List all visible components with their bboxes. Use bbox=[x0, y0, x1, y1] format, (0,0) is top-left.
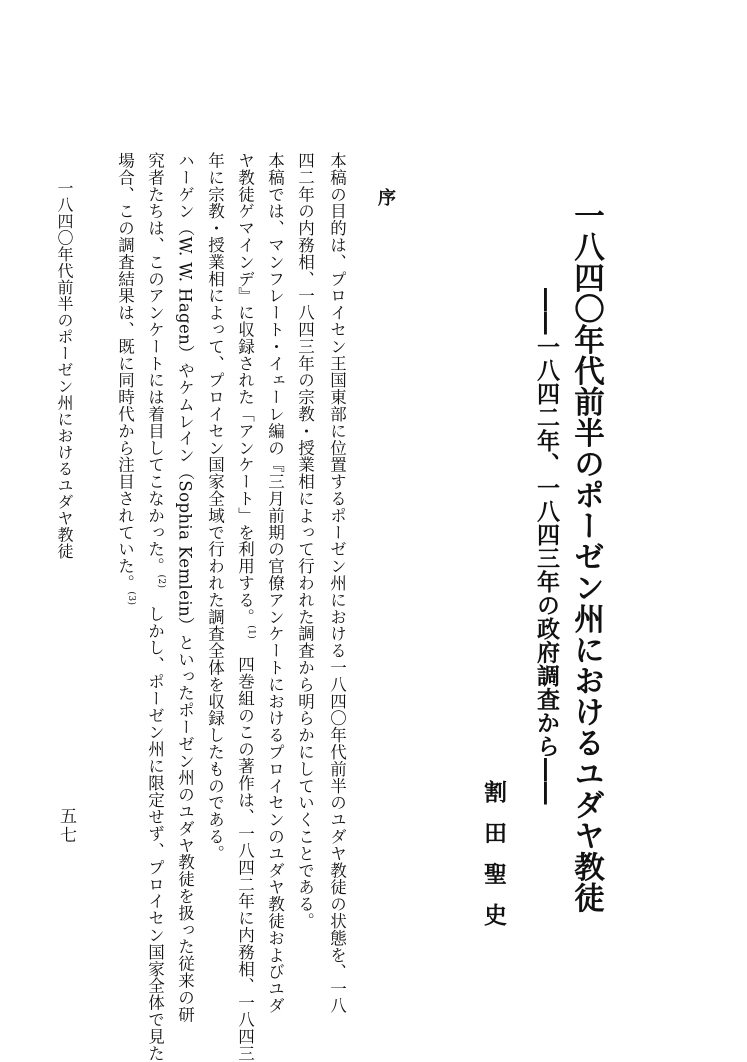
body-line-7 bbox=[145, 152, 166, 1062]
body-line-7-tail: しかし、ポーゼン州に限定せず、プロイセン国家全体で見た bbox=[145, 605, 165, 1062]
running-title: 一八四〇年代前半のポーゼン州におけるユダヤ教徒 bbox=[55, 180, 74, 560]
article-subtitle: ――一八四二年、一八四三年の政府調査から―― bbox=[533, 288, 559, 805]
body-line-5: 年に宗教・授業相によって、プロイセン国家全域で行われた調査全体を収録したものである。 bbox=[205, 152, 225, 862]
body-line-4 bbox=[235, 152, 256, 1062]
body-line-4-tail: 四巻組のこの著作は、一八四二年に内務相、一八四三 bbox=[235, 656, 255, 1062]
page-number: 五七 bbox=[56, 807, 76, 845]
body-line-8 bbox=[116, 152, 135, 972]
footnote-ref-1[interactable]: (1) bbox=[246, 625, 256, 640]
body-line-2: 四二年の内務相、一八四三年の宗教・授業相によって行われた調査から明らかにしていくことである。 bbox=[295, 152, 315, 930]
body-line-7-text: 究者たちは、このアンケートには着目してこなかった。 bbox=[145, 152, 165, 575]
body-line-1: 本稿の目的は、プロイセン王国東部に位置するポーゼン州における一八四〇年代前半のユダヤ教徒の状態を、一八 bbox=[327, 152, 347, 1014]
body-line-8-text: 場合、この調査結果は、既に同時代から注目されていた。 bbox=[115, 152, 135, 592]
author-name: 割田聖史 bbox=[480, 780, 507, 944]
article-title: 一八四〇年代前半のポーゼン州におけるユダヤ教徒 bbox=[568, 200, 604, 913]
section-heading: 序 bbox=[375, 188, 396, 206]
body-line-4-text: ヤ教徒ゲマインデ』に収録された「アンケート」を利用する。 bbox=[235, 152, 255, 626]
footnote-ref-3[interactable]: (3) bbox=[126, 591, 136, 606]
body-line-6: ハーゲン（W. W. Hagen）やケムレイン（Sophia Kemlein）といったポーゼン州のユダヤ教徒を扱った従来の研 bbox=[175, 152, 195, 1023]
footnote-ref-2[interactable]: (2) bbox=[156, 574, 166, 589]
body-line-3: 本稿では、マンフレート・イェーレ編の『三月前期の官僚アンケートにおけるプロイセンのユダヤ教徒およびユダ bbox=[265, 152, 285, 1014]
